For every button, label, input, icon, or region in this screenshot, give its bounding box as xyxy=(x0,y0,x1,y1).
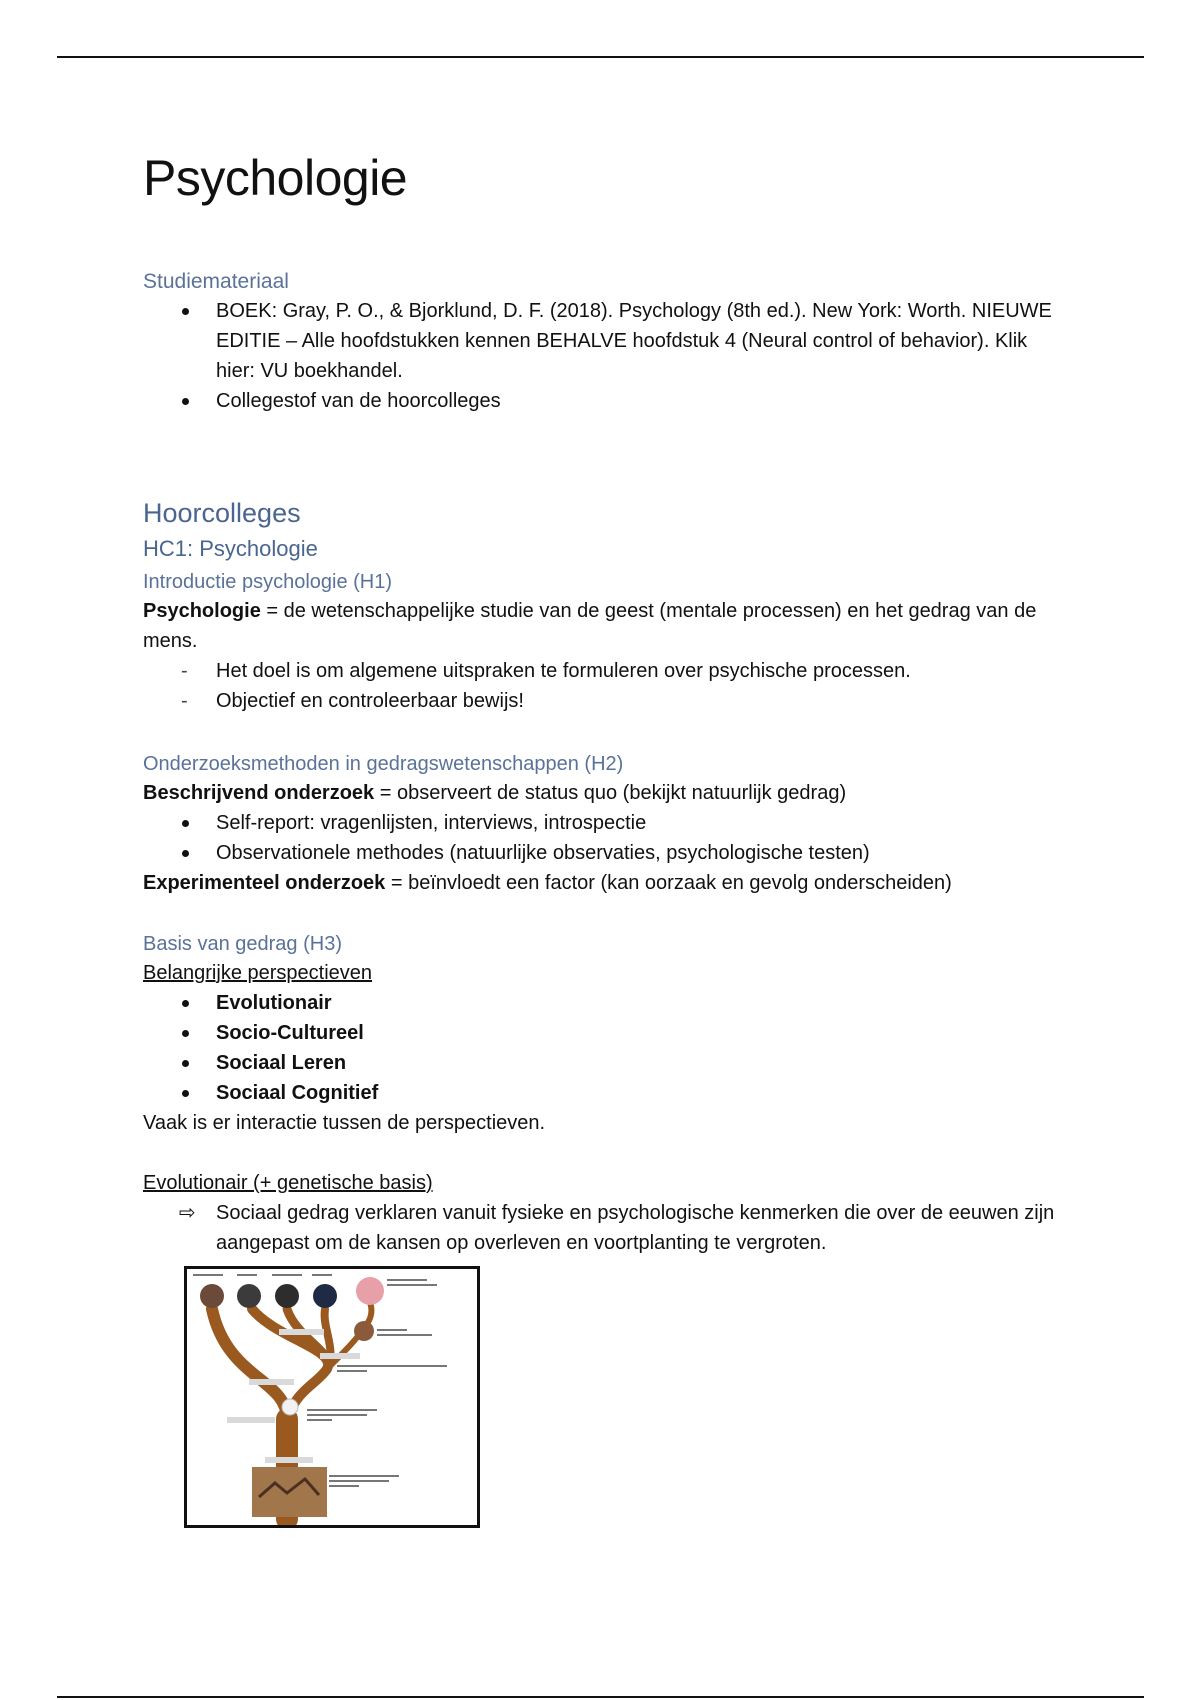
right-arrow-outline-icon: ⇨ xyxy=(179,1202,196,1224)
list-item xyxy=(143,1018,1063,1048)
list-item: Self-report: vragenlijsten, interviews, introspectie xyxy=(143,808,1063,838)
hc1-heading: HC1: Psychologie xyxy=(143,536,318,561)
term-beschrijvend: Beschrijvend onderzoek xyxy=(143,782,375,804)
descriptive-research xyxy=(143,778,1063,808)
studiemateriaal-list xyxy=(143,296,1063,416)
studiemateriaal-heading: Studiemateriaal xyxy=(143,270,289,293)
basis-heading: Basis van gedrag (H3) xyxy=(143,933,342,955)
list-item xyxy=(143,988,1063,1018)
top-rule xyxy=(57,56,1144,58)
intro-heading: Introductie psychologie (H1) xyxy=(143,571,393,593)
perspective-label: Evolutionair xyxy=(216,992,332,1014)
list-item xyxy=(143,1048,1063,1078)
perspective-label: Socio-Cultureel xyxy=(216,1022,364,1044)
evolutionair-text: Sociaal gedrag verklaren vanuit fysieke en psychologische kenmerken die over de eeuwen zijn aangepast om de kansen op overleven en voortplanting te vergroten. xyxy=(216,1202,1055,1254)
document-body xyxy=(143,148,1063,1528)
perspective-label: Sociaal Leren xyxy=(216,1052,347,1074)
evolution-tree-illustration xyxy=(187,1269,477,1525)
intro-points xyxy=(143,656,1063,716)
methods-heading: Onderzoeksmethoden in gedragswetenschappen (H2) xyxy=(143,753,624,775)
evolutionair-heading: Evolutionair (+ genetische basis) xyxy=(143,1172,433,1194)
perspectives-subheading: Belangrijke perspectieven xyxy=(143,962,373,984)
perspective-label: Sociaal Cognitief xyxy=(216,1082,379,1104)
list-item: BOEK: Gray, P. O., & Bjorklund, D. F. (2018). Psychology (8th ed.). New York: Worth. NIEUWE EDITIE – Alle hoofdstukken kennen BEHALVE hoofdstuk 4 (Neural control of behavior). Klik hier: VU boekhandel. xyxy=(143,296,1063,386)
term-psychologie: Psychologie xyxy=(143,600,261,622)
evolution-tree-image xyxy=(184,1266,480,1528)
list-item: - Objectief en controleerbaar bewijs! xyxy=(143,686,1063,716)
list-item xyxy=(143,1078,1063,1108)
page-title: Psychologie xyxy=(143,150,408,206)
experimental-research xyxy=(143,868,1063,898)
list-item xyxy=(143,1198,1063,1258)
definition-text: = beïnvloedt een factor (kan oorzaak en gevolg onderscheiden) xyxy=(385,872,952,894)
list-item: - Het doel is om algemene uitspraken te formuleren over psychische processen. xyxy=(143,656,1063,686)
term-experimenteel: Experimenteel onderzoek xyxy=(143,872,386,894)
intro-definition xyxy=(143,596,1063,656)
definition-text: = de wetenschappelijke studie van de geest (mentale processen) en het gedrag van de mens. xyxy=(143,600,1037,652)
evolutionair-points xyxy=(143,1198,1063,1258)
hoorcolleges-heading: Hoorcolleges xyxy=(143,498,301,528)
bottom-rule xyxy=(57,1696,1144,1698)
perspectives-list xyxy=(143,988,1063,1108)
list-item: Observationele methodes (natuurlijke observaties, psychologische testen) xyxy=(143,838,1063,868)
definition-text: = observeert de status quo (bekijkt natuurlijk gedrag) xyxy=(374,782,847,804)
methods-points xyxy=(143,808,1063,868)
perspectives-note: Vaak is er interactie tussen de perspectieven. xyxy=(143,1112,546,1134)
list-item: Collegestof van de hoorcolleges xyxy=(143,386,1063,416)
